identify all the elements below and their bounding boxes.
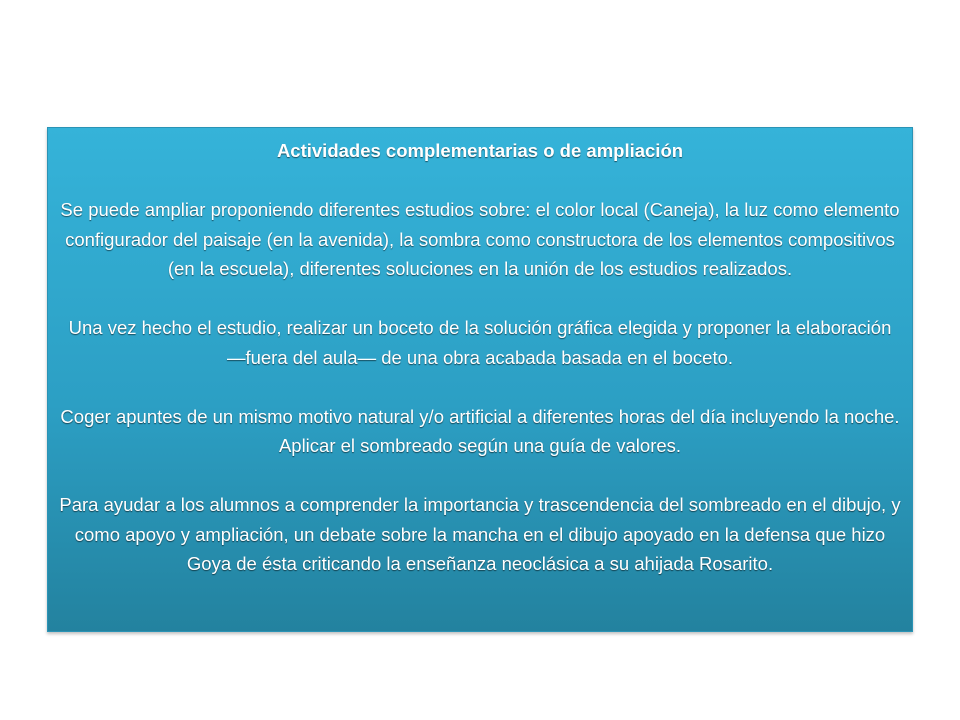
slide-title: Actividades complementarias o de ampliación: [276, 140, 684, 161]
spacer: [58, 372, 902, 402]
paragraph-debate: Para ayudar a los alumnos a comprender la importancia y trascendencia del sombreado en el dibujo, y como apoyo y ampliación, un debate sobre la mancha en el dibujo apoyado en la defensa que hizo Goya de ésta criticando la enseñanza neoclásica a su ahijada Rosarito.: [59, 494, 901, 574]
spacer: [58, 461, 902, 491]
paragraph-apuntes: Coger apuntes de un mismo motivo natural y/o artificial a diferentes horas del día incluyendo la noche. Aplicar el sombreado según una guía de valores.: [60, 405, 900, 456]
paragraph-ampliacion: Se puede ampliar proponiendo diferentes estudios sobre: el color local (Caneja), la luz como elemento configurador del paisaje (en la avenida), la sombra como constructora de los elementos compositivos (en la escuela), diferentes soluciones en la unión de los estudios realizados.: [60, 199, 900, 279]
spacer: [58, 166, 902, 196]
spacer: [58, 284, 902, 314]
content-box: [47, 127, 913, 632]
paragraph-boceto: Una vez hecho el estudio, realizar un boceto de la solución gráfica elegida y proponer la elaboración —fuera del aula— de una obra acabada basada en el boceto.: [68, 317, 892, 368]
